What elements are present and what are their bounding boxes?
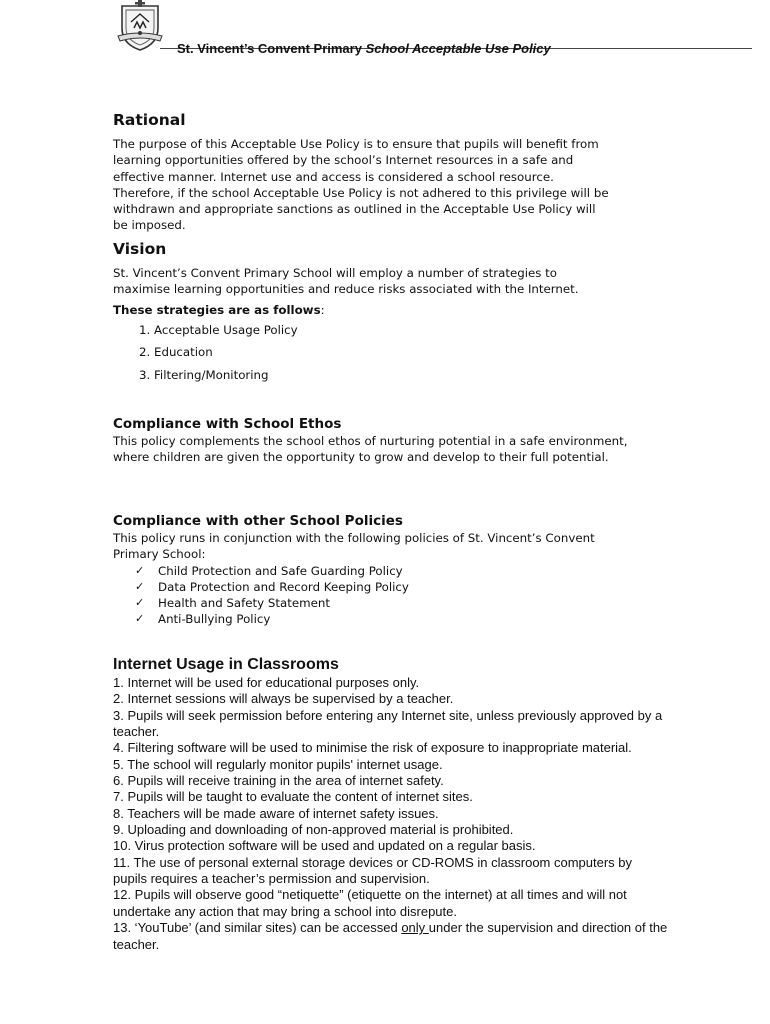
check-icon: ✓ [135, 579, 145, 593]
list-item: 5. The school will regularly monitor pupils' internet usage. [113, 756, 443, 772]
strategies-lead-colon: : [320, 302, 325, 317]
list-item: 8. Teachers will be made aware of internet safety issues. [113, 805, 439, 821]
rule13-text-after: under the supervision and direction of the teacher. [113, 920, 668, 952]
ethos-heading: Compliance with School Ethos [113, 416, 342, 432]
policies-body: This policy runs in conjunction with the following policies of St. Vincent’s Convent Primary School: [113, 531, 595, 562]
policy-item-label: Data Protection and Record Keeping Policy [158, 579, 409, 594]
classrooms-section [113, 655, 668, 953]
list-item: 4. Filtering software will be used to minimise the risk of exposure to inappropriate material. [113, 740, 632, 756]
school-crest-logo [114, 0, 166, 52]
header-title-plain: St. Vincent’s Convent Primary [177, 41, 366, 56]
rule13-underlined: only [401, 920, 429, 936]
ethos-section [113, 415, 673, 466]
check-icon: ✓ [135, 563, 145, 577]
list-item: 2. Internet sessions will always be supervised by a teacher. [113, 691, 454, 707]
rational-heading: Rational [113, 111, 186, 129]
list-item [113, 579, 673, 595]
strategies-lead-text: These strategies are as follows [113, 302, 321, 317]
classrooms-heading: Internet Usage in Classrooms [113, 656, 339, 673]
list-item: 3. Filtering/Monitoring [139, 367, 269, 382]
list-item: 9. Uploading and downloading of non-approved material is prohibited. [113, 822, 514, 838]
header-title-italic: School Acceptable Use Policy [365, 41, 551, 56]
ethos-body: This policy complements the school ethos of nurturing potential in a safe environment, where children are given the opportunity to grow and develop to their full potential. [113, 434, 628, 465]
vision-body: St. Vincent’s Convent Primary School will employ a number of strategies to maximise learning opportunities and reduce risks associated with the Internet. [113, 266, 579, 297]
policy-item-label: Child Protection and Safe Guarding Policy [158, 563, 403, 578]
list-item [113, 920, 668, 953]
list-item: 7. Pupils will be taught to evaluate the content of internet sites. [113, 789, 473, 805]
list-item [113, 595, 673, 611]
policies-section [113, 512, 673, 627]
check-icon: ✓ [135, 596, 145, 609]
list-item: 11. The use of personal external storage devices or CD-ROMS in classroom computers by pupils requires a teacher’s permission and supervision. [113, 854, 633, 887]
list-item [113, 611, 673, 627]
policies-heading: Compliance with other School Policies [113, 513, 403, 529]
list-item: 1. Acceptable Usage Policy [139, 322, 298, 337]
check-icon: ✓ [135, 612, 145, 626]
policies-list [113, 563, 673, 628]
list-item: 2. Education [139, 345, 213, 360]
vision-heading: Vision [113, 240, 167, 258]
strategies-lead [113, 302, 673, 318]
list-item: 1. Internet will be used for educational purposes only. [113, 675, 420, 690]
policy-item-label: Anti-Bullying Policy [158, 612, 271, 627]
policy-item-label: Health and Safety Statement [158, 596, 330, 610]
list-item: 3. Pupils will seek permission before entering any Internet site, unless previously approved by a teacher. [113, 707, 663, 740]
list-item: 12. Pupils will observe good “netiquette” (etiquette on the internet) at all times and will not undertake any action that may bring a school into disrepute. [113, 887, 627, 919]
list-item [113, 563, 673, 579]
rational-body: The purpose of this Acceptable Use Policy is to ensure that pupils will benefit from learning opportunities offered by the school’s Internet resources in a safe and effective manner. Internet use and access is considered a school resource. Therefore, if the school Acceptable Use Policy is not adhered to this privilege will be withdrawn and appropriate sanctions as outlined in the Acceptable Use Policy will be imposed. [113, 137, 609, 233]
list-item: 6. Pupils will receive training in the area of internet safety. [113, 773, 444, 789]
page-header [177, 41, 551, 56]
list-item: 10. Virus protection software will be used and updated on a regular basis. [113, 838, 536, 854]
strategies-list [113, 319, 673, 387]
rational-section [113, 110, 673, 234]
rule13-text-before: 13. ‘YouTube’ (and similar sites) can be accessed [113, 920, 402, 936]
vision-section [113, 239, 673, 386]
